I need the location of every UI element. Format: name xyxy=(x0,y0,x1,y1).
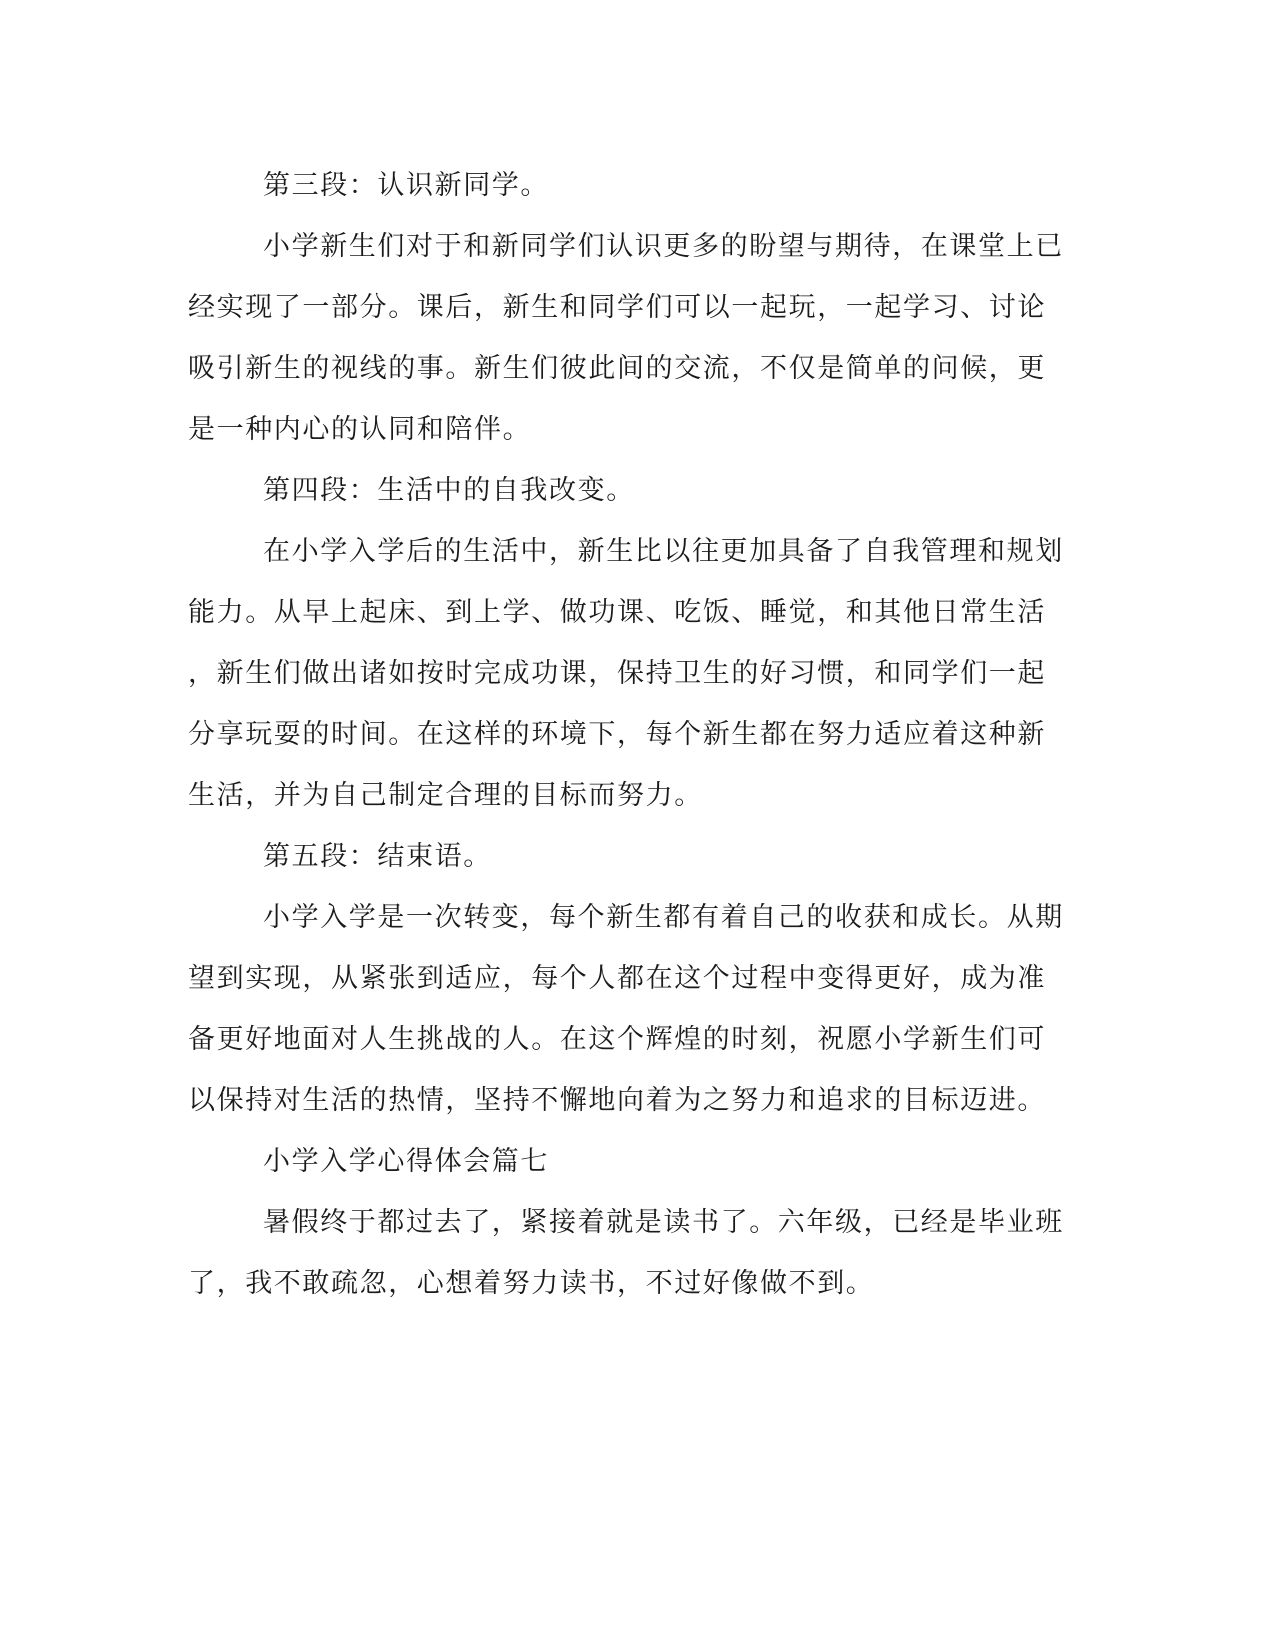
paragraph-line: 生活，并为自己制定合理的目标而努力。 xyxy=(188,780,703,811)
section-heading-4: 第四段：生活中的自我改变。 xyxy=(263,475,635,506)
paragraph-line: 是一种内心的认同和陪伴。 xyxy=(188,414,532,445)
paragraph-line: 了，我不敢疏忽，心想着努力读书，不过好像做不到。 xyxy=(188,1268,875,1299)
paragraph-line: 以保持对生活的热情，坚持不懈地向着为之努力和追求的目标迈进。 xyxy=(188,1085,1046,1116)
document-body xyxy=(188,155,1068,1314)
paragraph-line: 能力。从早上起床、到上学、做功课、吃饭、睡觉，和其他日常生活 xyxy=(188,597,1046,628)
paragraph-line: 望到实现，从紧张到适应，每个人都在这个过程中变得更好，成为准 xyxy=(188,963,1046,994)
paragraph-line: 小学入学是一次转变，每个新生都有着自己的收获和成长。从期 xyxy=(263,902,1064,933)
article-title: 小学入学心得体会篇七 xyxy=(263,1146,549,1177)
paragraph-line: ，新生们做出诸如按时完成功课，保持卫生的好习惯，和同学们一起 xyxy=(188,658,1046,689)
section-heading-5: 第五段：结束语。 xyxy=(263,841,492,872)
paragraph-line: 小学新生们对于和新同学们认识更多的盼望与期待，在课堂上已 xyxy=(263,231,1064,262)
paragraph-line: 吸引新生的视线的事。新生们彼此间的交流，不仅是简单的问候，更 xyxy=(188,353,1046,384)
paragraph-line: 分享玩耍的时间。在这样的环境下，每个新生都在努力适应着这种新 xyxy=(188,719,1046,750)
paragraph-line: 经实现了一部分。课后，新生和同学们可以一起玩，一起学习、讨论 xyxy=(188,292,1046,323)
paragraph-line: 暑假终于都过去了，紧接着就是读书了。六年级，已经是毕业班 xyxy=(263,1207,1064,1238)
paragraph-line: 备更好地面对人生挑战的人。在这个辉煌的时刻，祝愿小学新生们可 xyxy=(188,1024,1046,1055)
section-heading-3: 第三段：认识新同学。 xyxy=(263,170,549,201)
paragraph-line: 在小学入学后的生活中，新生比以往更加具备了自我管理和规划 xyxy=(263,536,1064,567)
